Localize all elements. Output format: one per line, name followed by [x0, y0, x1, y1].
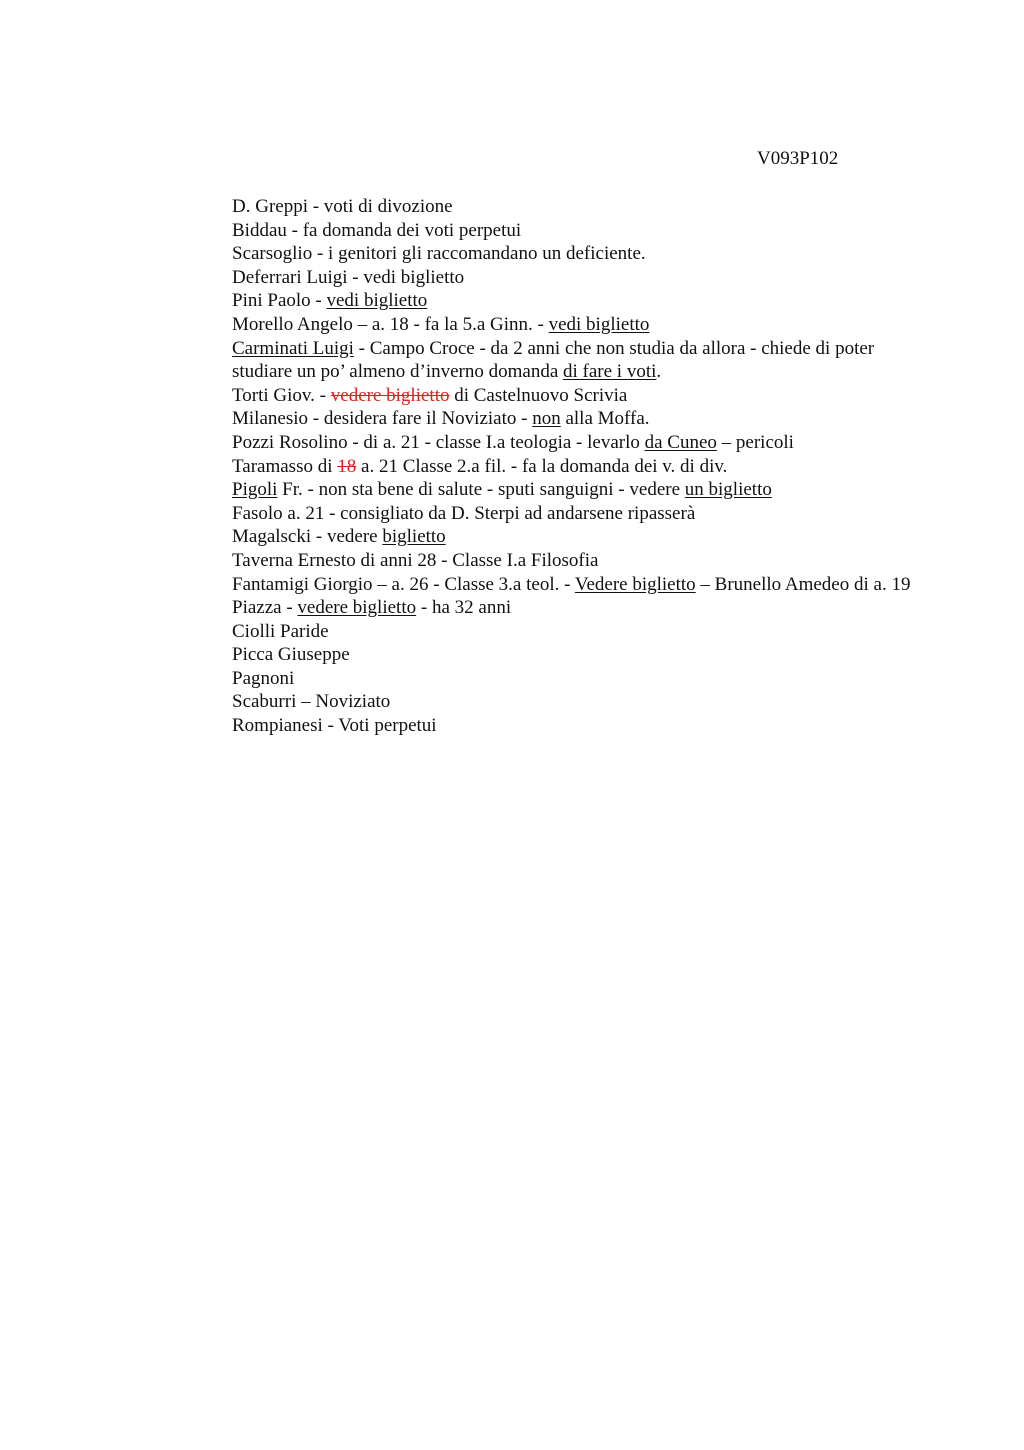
- entry-underlined-text: da Cuneo: [644, 431, 717, 453]
- entry-underlined-text: vedi biglietto: [548, 313, 650, 335]
- entry-underlined-text: Vedere biglietto: [574, 573, 696, 595]
- entry-text: di Castelnuovo Scrivia: [449, 384, 628, 406]
- entry-text: Taramasso di: [232, 455, 338, 477]
- entry-line: [232, 620, 922, 644]
- entry-underlined-text: biglietto: [382, 526, 446, 548]
- entry-text: D. Greppi - voti di divozione: [232, 196, 453, 217]
- entry-line: [232, 289, 922, 313]
- entry-line: [232, 455, 922, 479]
- entry-text: - Campo Croce - da 2 anni che non studia da allora - chiede di poter studiare un po’ almeno d’inverno domanda: [232, 337, 875, 383]
- entry-underlined-text: non: [532, 408, 561, 430]
- entry-text: Picca Giuseppe: [232, 644, 350, 666]
- entry-text: Taverna Ernesto di anni 28 - Classe I.a Filosofia: [232, 549, 599, 571]
- entry-text: Milanesio - desidera fare il Noviziato -: [232, 408, 533, 430]
- entry-underlined-text: vedere biglietto: [297, 597, 417, 619]
- page-id: V093P102: [757, 148, 839, 169]
- entry-text: Piazza -: [232, 597, 298, 619]
- entry-text: alla Moffa.: [560, 408, 650, 430]
- entry-text: Pini Paolo -: [232, 290, 327, 312]
- entry-text: – Brunello Amedeo di a. 19: [695, 573, 911, 595]
- entry-line: [232, 337, 922, 384]
- entry-line: [232, 195, 922, 219]
- entry-line: [232, 219, 922, 243]
- entry-text: Magalscki - vedere: [232, 526, 383, 548]
- entry-line: [232, 690, 922, 714]
- entry-line: [232, 525, 922, 549]
- entry-underlined-text: Pigoli: [232, 479, 278, 501]
- entry-text: Pagnoni: [232, 667, 295, 689]
- entry-line: [232, 714, 922, 738]
- entry-struck-text: vedere biglietto: [330, 384, 450, 406]
- entry-text: Fasolo a. 21 - consigliato da D. Sterpi ad andarsene ripasserà: [232, 502, 696, 524]
- entry-text: Fantamigi Giorgio – a. 26 - Classe 3.a teol. -: [232, 573, 575, 595]
- entry-line: [232, 643, 922, 667]
- entry-underlined-text: vedi biglietto: [326, 290, 428, 312]
- entry-line: [232, 384, 922, 408]
- entry-text: Fr. - non sta bene di salute - sputi sanguigni - vedere: [277, 479, 685, 501]
- entry-text: .: [656, 361, 662, 383]
- entry-underlined-text: Carminati Luigi: [232, 337, 354, 359]
- entry-line: [232, 407, 922, 431]
- entry-text: Torti Giov. -: [232, 384, 331, 406]
- entry-text: Scaburri – Noviziato: [232, 691, 391, 713]
- entries-list: [232, 195, 922, 738]
- entry-line: [232, 431, 922, 455]
- entry-line: [232, 573, 922, 597]
- entry-line: [232, 667, 922, 691]
- entry-line: [232, 266, 922, 290]
- entry-text: Ciolli Paride: [232, 620, 329, 642]
- entry-underlined-text: di fare i voti: [563, 361, 657, 383]
- entry-text: – pericoli: [716, 431, 794, 453]
- entry-line: [232, 502, 922, 526]
- entry-text: Deferrari Luigi - vedi biglietto: [232, 266, 465, 288]
- entry-line: [232, 242, 922, 266]
- entry-line: [232, 313, 922, 337]
- entry-text: Scarsoglio - i genitori gli raccomandano un deficiente.: [232, 243, 646, 265]
- entry-line: [232, 478, 922, 502]
- entry-text: Biddau - fa domanda dei voti perpetui: [232, 219, 522, 241]
- entry-line: [232, 596, 922, 620]
- entry-text: Pozzi Rosolino - di a. 21 - classe I.a teologia - levarlo: [232, 431, 645, 453]
- entry-text: a. 21 Classe 2.a fil. - fa la domanda dei v. di div.: [356, 455, 728, 477]
- entry-text: - ha 32 anni: [416, 597, 512, 619]
- entry-struck-text: 18: [337, 455, 357, 477]
- entry-underlined-text: un biglietto: [684, 479, 772, 501]
- entry-line: [232, 549, 922, 573]
- entry-text: Morello Angelo – a. 18 - fa la 5.a Ginn. -: [232, 313, 549, 335]
- entry-text: Rompianesi - Voti perpetui: [232, 715, 437, 737]
